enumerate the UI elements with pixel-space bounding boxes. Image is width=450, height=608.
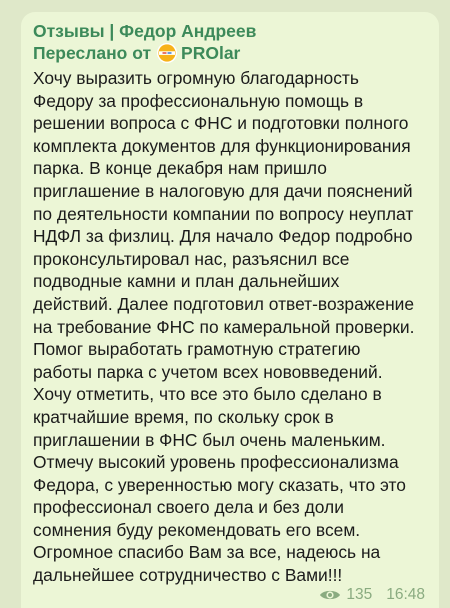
view-count: 135: [346, 586, 373, 603]
message-text-line: Хочу выразить огромную благодарность: [33, 68, 359, 88]
message-text-line: Огромное спасибо Вам за все, надеюсь на: [33, 542, 381, 563]
message-text-line: действий. Далее подготовил ответ-возражение: [33, 293, 415, 314]
message-text-line: сомнения буду рекомендовать его всем.: [33, 519, 361, 540]
message-text-line: приглашении в ФНС был очень маленьким.: [33, 429, 386, 450]
message-text-line: комплекта документов для функционирования: [33, 135, 411, 156]
message-text-line: подводные камни и план дальнейших: [33, 271, 340, 292]
message-text-line: работы парка с учетом всех нововведений.: [33, 361, 383, 382]
message-text-line: дальнейшее сотрудничество с Вами!!!: [33, 565, 343, 586]
message-text-line: Помог выработать грамотную стратегию: [33, 339, 361, 360]
forwarded-prefix: Переслано от: [33, 43, 152, 63]
message-text-line: Хочу отметить, что все это было сделано в: [33, 384, 382, 405]
message-text-line: решении вопроса с ФНС и подготовки полного: [33, 113, 409, 134]
eye-icon: [319, 588, 341, 602]
message-text-line: НДФЛ за физлиц. Для начало Федор подробно: [33, 226, 413, 247]
message-text-line: по деятельности компании по вопросу неуплат: [33, 203, 414, 224]
message-text-line: Федору за профессиональную помощь в: [33, 90, 364, 111]
message-text-line: проконсультировал нас, разъяснил все: [33, 248, 350, 269]
message-bubble[interactable]: [21, 12, 439, 608]
message-meta: [319, 586, 425, 604]
message-text-line: Отмечу высокий уровень профессионализма: [33, 452, 399, 473]
channel-title[interactable]: Отзывы | Федор Андреев: [33, 21, 257, 41]
message-text-line: на требование ФНС по камеральной проверки.: [33, 316, 415, 337]
forwarded-header[interactable]: [33, 42, 427, 64]
message-text-line: приглашение в налоговую для дачи пояснений: [33, 180, 413, 201]
message-text-line: парка. В конце декабря нам пришло: [33, 158, 327, 179]
message-text-line: профессионал своего дела и без доли: [33, 497, 344, 518]
prolar-logo-icon[interactable]: [157, 43, 177, 63]
forwarded-source-link[interactable]: PROlar: [181, 43, 241, 63]
message-text-line: Федора, с уверенностью могу сказать, что это: [33, 474, 406, 495]
message-text: [33, 67, 427, 587]
message-text-line: кратчайшие время, по скольку срок в: [33, 406, 334, 427]
message-time: 16:48: [386, 586, 425, 603]
